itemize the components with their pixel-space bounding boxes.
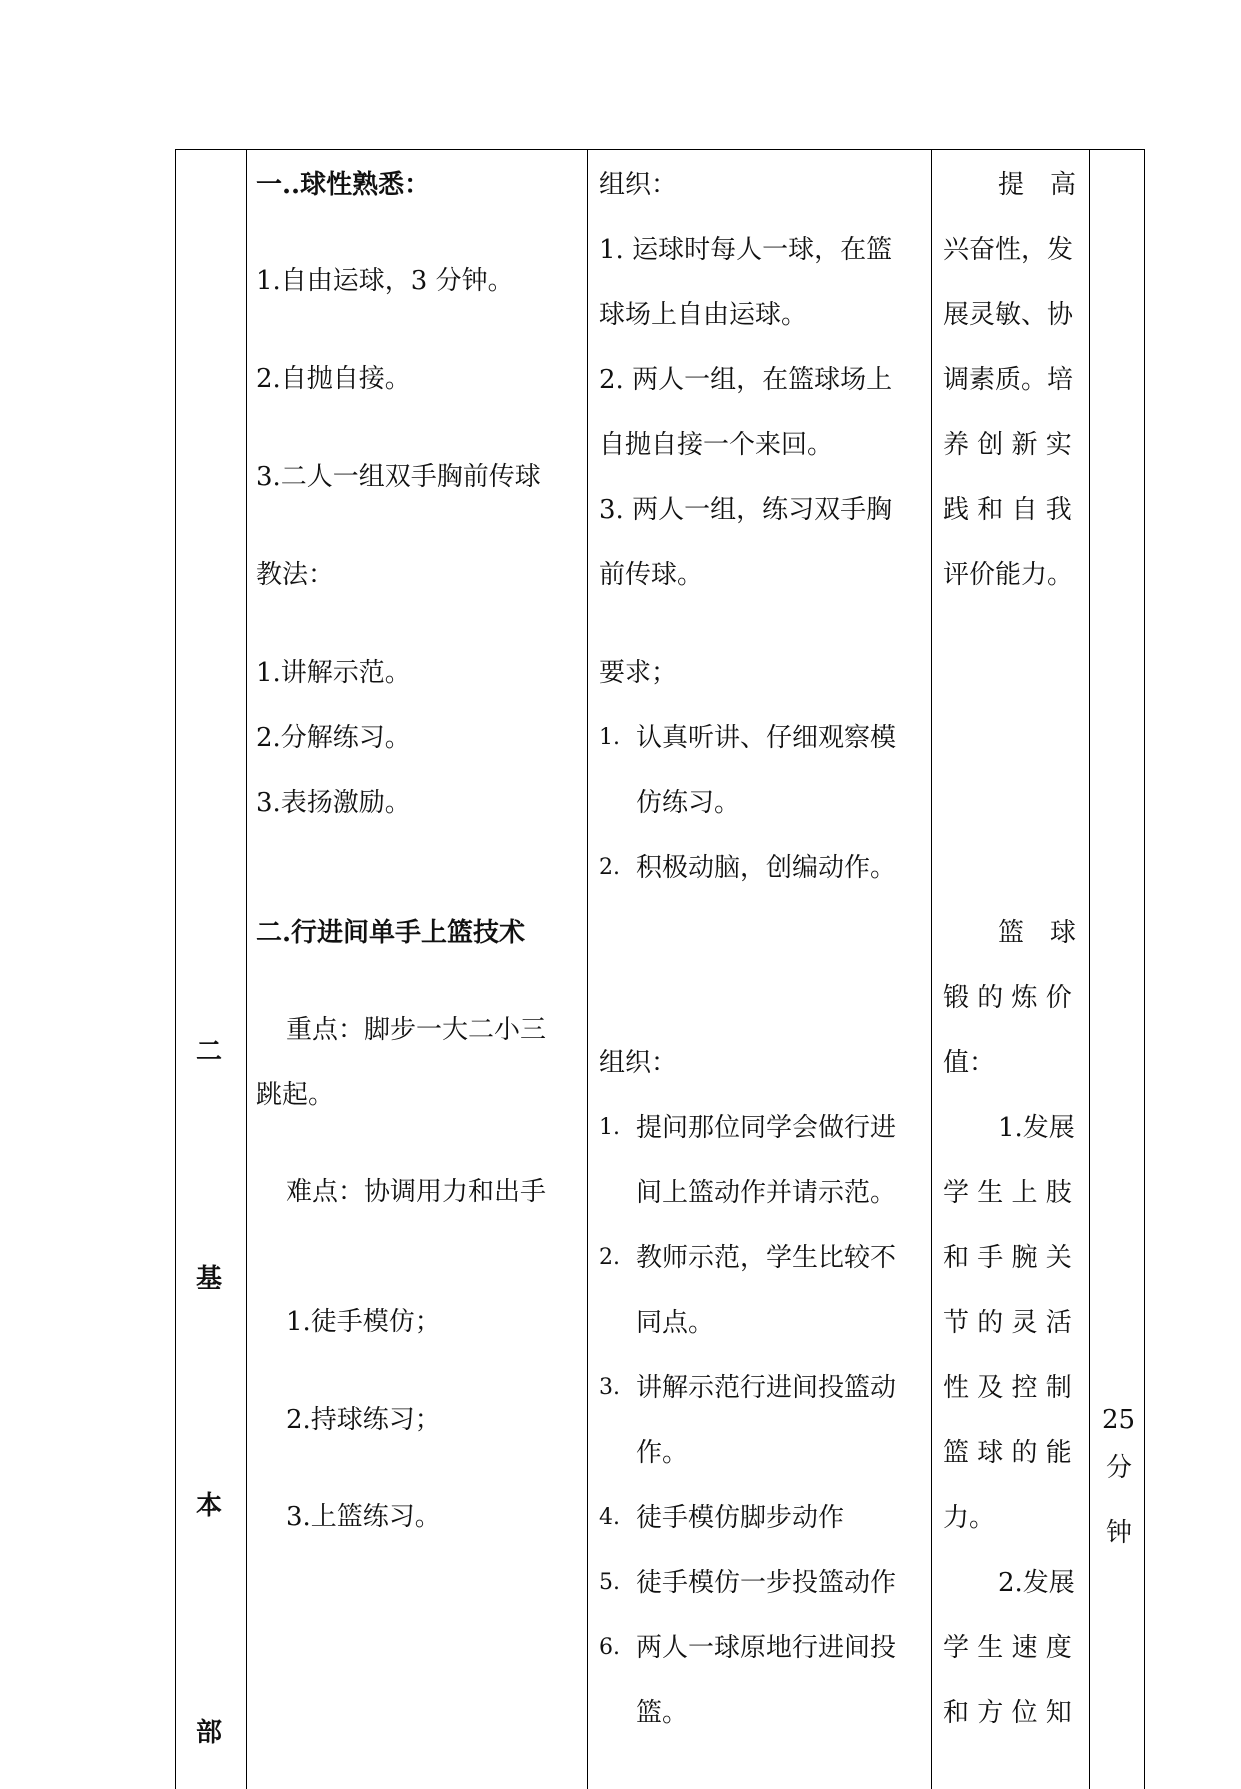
part1-title: 一..球性熟悉：	[256, 170, 431, 200]
purpose-line: 和 方 位 知	[943, 1698, 1072, 1728]
time-unit: 分	[1106, 1453, 1133, 1483]
purpose-line: 篮 球 的 能	[943, 1438, 1072, 1468]
purpose-line: 性 及 控 制	[943, 1373, 1072, 1403]
purpose-line: 节 的 灵 活	[943, 1308, 1072, 1338]
content-line: 1.自由运球，3 分钟。	[256, 266, 514, 296]
section-char: 部	[196, 1718, 223, 1748]
purpose-line: 1.发展	[998, 1113, 1075, 1143]
req-num: 2.	[599, 855, 620, 880]
org-line: 3. 两人一组，练习双手胸	[599, 495, 893, 525]
section-char: 二	[196, 1037, 223, 1067]
purpose-line: 学 生 速 度	[943, 1633, 1072, 1663]
content-line: 难点：协调用力和出手	[286, 1177, 547, 1207]
content-line: 1.讲解示范。	[256, 658, 411, 688]
org-line: 1. 运球时每人一球，在篮	[599, 235, 893, 265]
purpose-line: 值：	[943, 1048, 996, 1078]
purpose-line: 养 创 新 实	[943, 430, 1072, 460]
req-line: 仿练习。	[636, 788, 741, 818]
step-line: 教师示范，学生比较不	[636, 1243, 897, 1273]
purpose-line: 提 高	[998, 170, 1077, 200]
section-char: 基	[196, 1264, 223, 1294]
req-line: 积极动脑，创编动作。	[636, 853, 897, 883]
step-num: 4.	[599, 1505, 620, 1530]
step-num: 6.	[599, 1635, 620, 1660]
step-line: 同点。	[636, 1308, 715, 1338]
purpose-line: 篮 球	[998, 918, 1077, 948]
time-value: 25	[1102, 1405, 1136, 1435]
org-label: 组织：	[599, 1048, 678, 1078]
column-divider-1	[246, 150, 247, 1789]
step-line: 篮。	[636, 1698, 689, 1728]
step-line: 讲解示范行进间投篮动	[636, 1373, 897, 1403]
time-unit: 钟	[1106, 1518, 1133, 1548]
part2-title: 二.行进间单手上篮技术	[256, 918, 526, 948]
org-line: 前传球。	[599, 560, 704, 590]
purpose-line: 和 手 腕 关	[943, 1243, 1072, 1273]
purpose-line: 2.发展	[998, 1568, 1075, 1598]
step-line: 作。	[636, 1438, 689, 1468]
purpose-line: 展灵敏、协	[943, 300, 1074, 330]
req-label: 要求；	[599, 658, 678, 688]
purpose-line: 力。	[943, 1503, 996, 1533]
content-line: 2.自抛自接。	[256, 364, 411, 394]
org-line: 自抛自接一个来回。	[599, 430, 834, 460]
purpose-line: 评价能力。	[943, 560, 1074, 590]
content-line: 3.二人一组双手胸前传球	[256, 462, 541, 492]
req-line: 认真听讲、仔细观察模	[636, 723, 897, 753]
step-num: 5.	[599, 1570, 620, 1595]
step-num: 1.	[599, 1115, 620, 1140]
step-line: 徒手模仿一步投篮动作	[636, 1568, 897, 1598]
method-label: 教法：	[256, 560, 335, 590]
column-divider-2	[587, 150, 588, 1789]
step-line: 提问那位同学会做行进	[636, 1113, 897, 1143]
step-line: 徒手模仿脚步动作	[636, 1503, 845, 1533]
org-line: 球场上自由运球。	[599, 300, 808, 330]
content-line: 2.持球练习；	[286, 1405, 441, 1435]
content-line: 跳起。	[256, 1080, 335, 1110]
content-line: 1.徒手模仿；	[286, 1307, 441, 1337]
content-line: 3.表扬激励。	[256, 788, 411, 818]
purpose-line: 锻 的 炼 价	[943, 983, 1072, 1013]
purpose-line: 兴奋性，发	[943, 235, 1074, 265]
req-num: 1.	[599, 725, 620, 750]
step-num: 2.	[599, 1245, 620, 1270]
step-line: 两人一球原地行进间投	[636, 1633, 897, 1663]
content-line: 3.上篮练习。	[286, 1502, 441, 1532]
purpose-line: 践 和 自 我	[943, 495, 1072, 525]
purpose-line: 学 生 上 肢	[943, 1178, 1072, 1208]
content-line: 2.分解练习。	[256, 723, 411, 753]
org-label: 组织：	[599, 170, 678, 200]
section-char: 本	[196, 1491, 223, 1521]
column-divider-3	[931, 150, 932, 1789]
org-line: 2. 两人一组，在篮球场上	[599, 365, 893, 395]
column-divider-4	[1089, 150, 1090, 1789]
step-num: 3.	[599, 1375, 620, 1400]
lesson-plan-table	[175, 149, 1145, 1789]
content-line: 重点：脚步一大二小三	[286, 1015, 547, 1045]
purpose-line: 调素质。培	[943, 365, 1074, 395]
step-line: 间上篮动作并请示范。	[636, 1178, 897, 1208]
